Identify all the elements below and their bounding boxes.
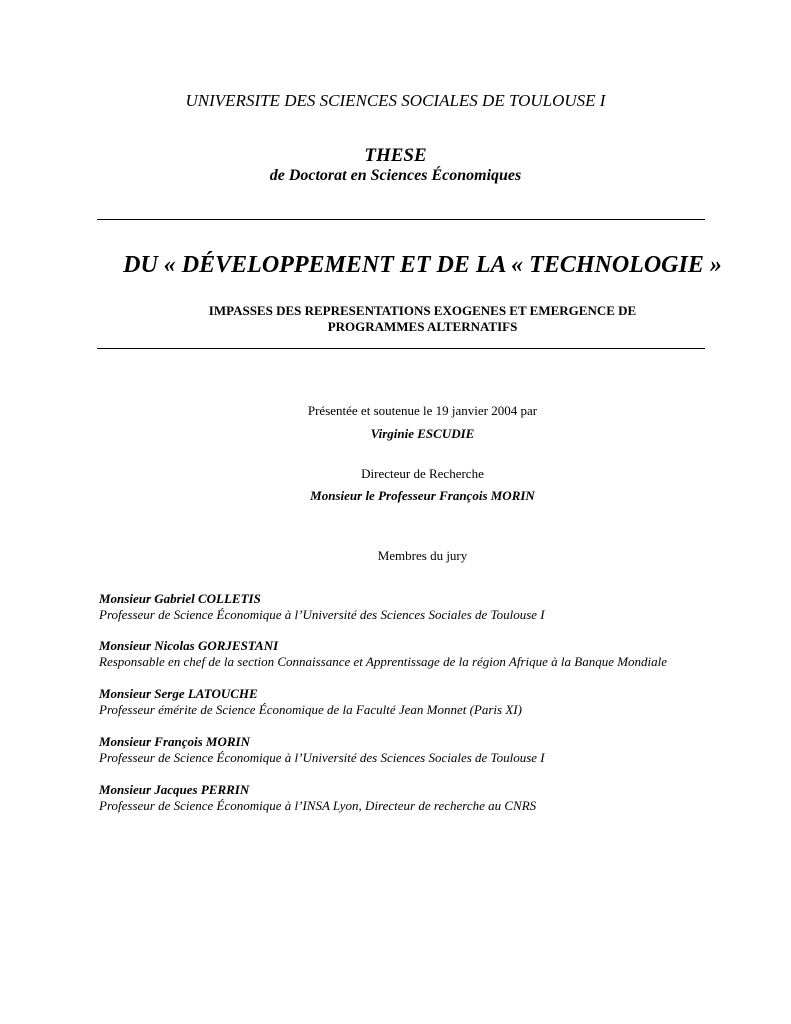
university-name: UNIVERSITE DES SCIENCES SOCIALES DE TOULOUSE I xyxy=(185,91,606,110)
divider-top xyxy=(97,219,705,220)
jury-member-name: Monsieur Serge LATOUCHE xyxy=(99,686,258,701)
jury-member-role: Professeur de Science Économique à l’Université des Sciences Sociales de Toulouse I xyxy=(99,750,545,765)
jury-member-role: Professeur de Science Économique à l’INSA Lyon, Directeur de recherche au CNRS xyxy=(99,798,537,813)
jury-member-role: Responsable en chef de la section Connaissance et Apprentissage de la région Afrique à la Banque Mondiale xyxy=(99,654,668,669)
director-name: Monsieur le Professeur François MORIN xyxy=(310,488,535,503)
jury-member xyxy=(99,591,545,623)
jury-member xyxy=(99,638,667,670)
author-name: Virginie ESCUDIE xyxy=(370,426,475,441)
jury-member-name: Monsieur Gabriel COLLETIS xyxy=(99,591,261,606)
thesis-title: DU « DÉVELOPPEMENT ET DE LA « TECHNOLOGIE » xyxy=(123,252,722,278)
defense-date: Présentée et soutenue le 19 janvier 2004 par xyxy=(307,403,538,418)
director-label: Directeur de Recherche xyxy=(361,466,484,481)
jury-member-name: Monsieur Jacques PERRIN xyxy=(99,782,250,797)
jury-member-name: Monsieur François MORIN xyxy=(99,734,250,749)
jury-member-role: Professeur émérite de Science Économique de la Faculté Jean Monnet (Paris XI) xyxy=(99,702,522,717)
jury-member xyxy=(99,782,536,814)
thesis-subtitle xyxy=(27,303,791,335)
these-label: THESE xyxy=(364,145,427,166)
doctorat-label: de Doctorat en Sciences Économiques xyxy=(269,167,522,184)
divider-bottom xyxy=(97,348,705,349)
subtitle-line-1: IMPASSES DES REPRESENTATIONS EXOGENES ET EMERGENCE DE xyxy=(208,303,637,318)
jury-member xyxy=(99,686,522,718)
jury-label: Membres du jury xyxy=(377,548,468,563)
subtitle-line-2: PROGRAMMES ALTERNATIFS xyxy=(327,319,518,334)
jury-member-name: Monsieur Nicolas GORJESTANI xyxy=(99,638,279,653)
jury-member xyxy=(99,734,545,766)
jury-member-role: Professeur de Science Économique à l’Université des Sciences Sociales de Toulouse I xyxy=(99,607,545,622)
